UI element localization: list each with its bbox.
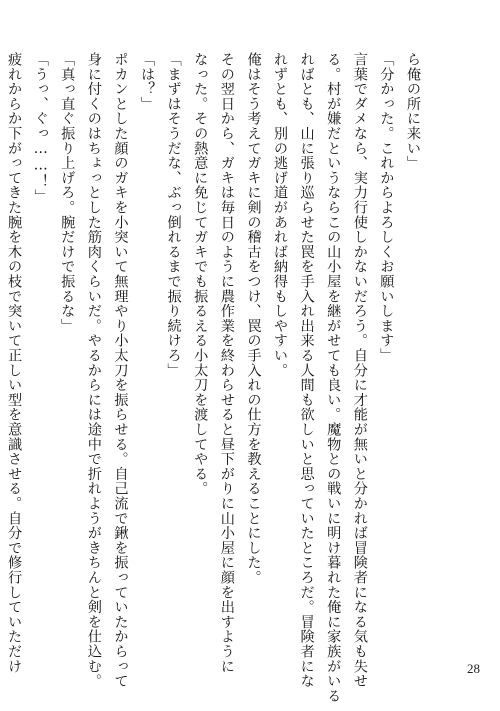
vertical-text-body [0, 52, 426, 704]
text-line: ポカンとした顔のガキを小突いて無理やり小太刀を振らせる。自己流で鍬を振っていたからって [112, 52, 129, 689]
text-line: なった。その熱意に免じてガキでも振るえる小太刀を渡してやる。 [192, 52, 209, 496]
text-line: 身に付くのはちょっとした筋肉くらいだ。やるからには途中で折れようがきちんと剣を仕込む。 [85, 52, 102, 689]
text-line: 「は？」 [139, 52, 156, 112]
text-line: その翌日から、ガキは毎日のように農作業を終わらせると昼下がりに山小屋に顔を出すように [218, 52, 235, 674]
text-line: ら俺の所に来い」 [405, 52, 421, 171]
text-line: る。村が嫌だというならこの山小屋を継がせても良い。魔物との戦いに明け暮れた俺に家族がいる [325, 52, 342, 704]
text-line: 「まずはそうだな、ぶっ倒れるまで振り続けろ」 [165, 52, 182, 378]
text-line: 「真っ直ぐ振り上げろ。腕だけで振るな」 [59, 52, 76, 334]
text-line: 俺はそう考えてガキに剣の稽古をつけ、罠の手入れの仕方を教えることにした。 [245, 52, 262, 585]
text-line: れずとも、別の逃げ道があれば納得もしやすい。 [272, 52, 289, 378]
text-line: 「分かった。これからよろしくお願いします」 [378, 52, 395, 363]
text-line: 「うっ、ぐっ……！」 [32, 52, 49, 204]
text-line: 言葉でダメなら、実力行使しかないだろう。自分に才能が無いと分かれば冒険者になる気も失せ [351, 52, 368, 689]
text-line: 疲れからか下がってきた腕を木の枝で突いて正しい型を意識させる。自分で修行していただけ [6, 52, 23, 674]
text-line: ればとも、山に張り巡らせた罠を手入れ出来る人間も欲しいと思っていたところだ。冒険者にな [298, 52, 315, 689]
page-number: 28 [467, 661, 480, 676]
